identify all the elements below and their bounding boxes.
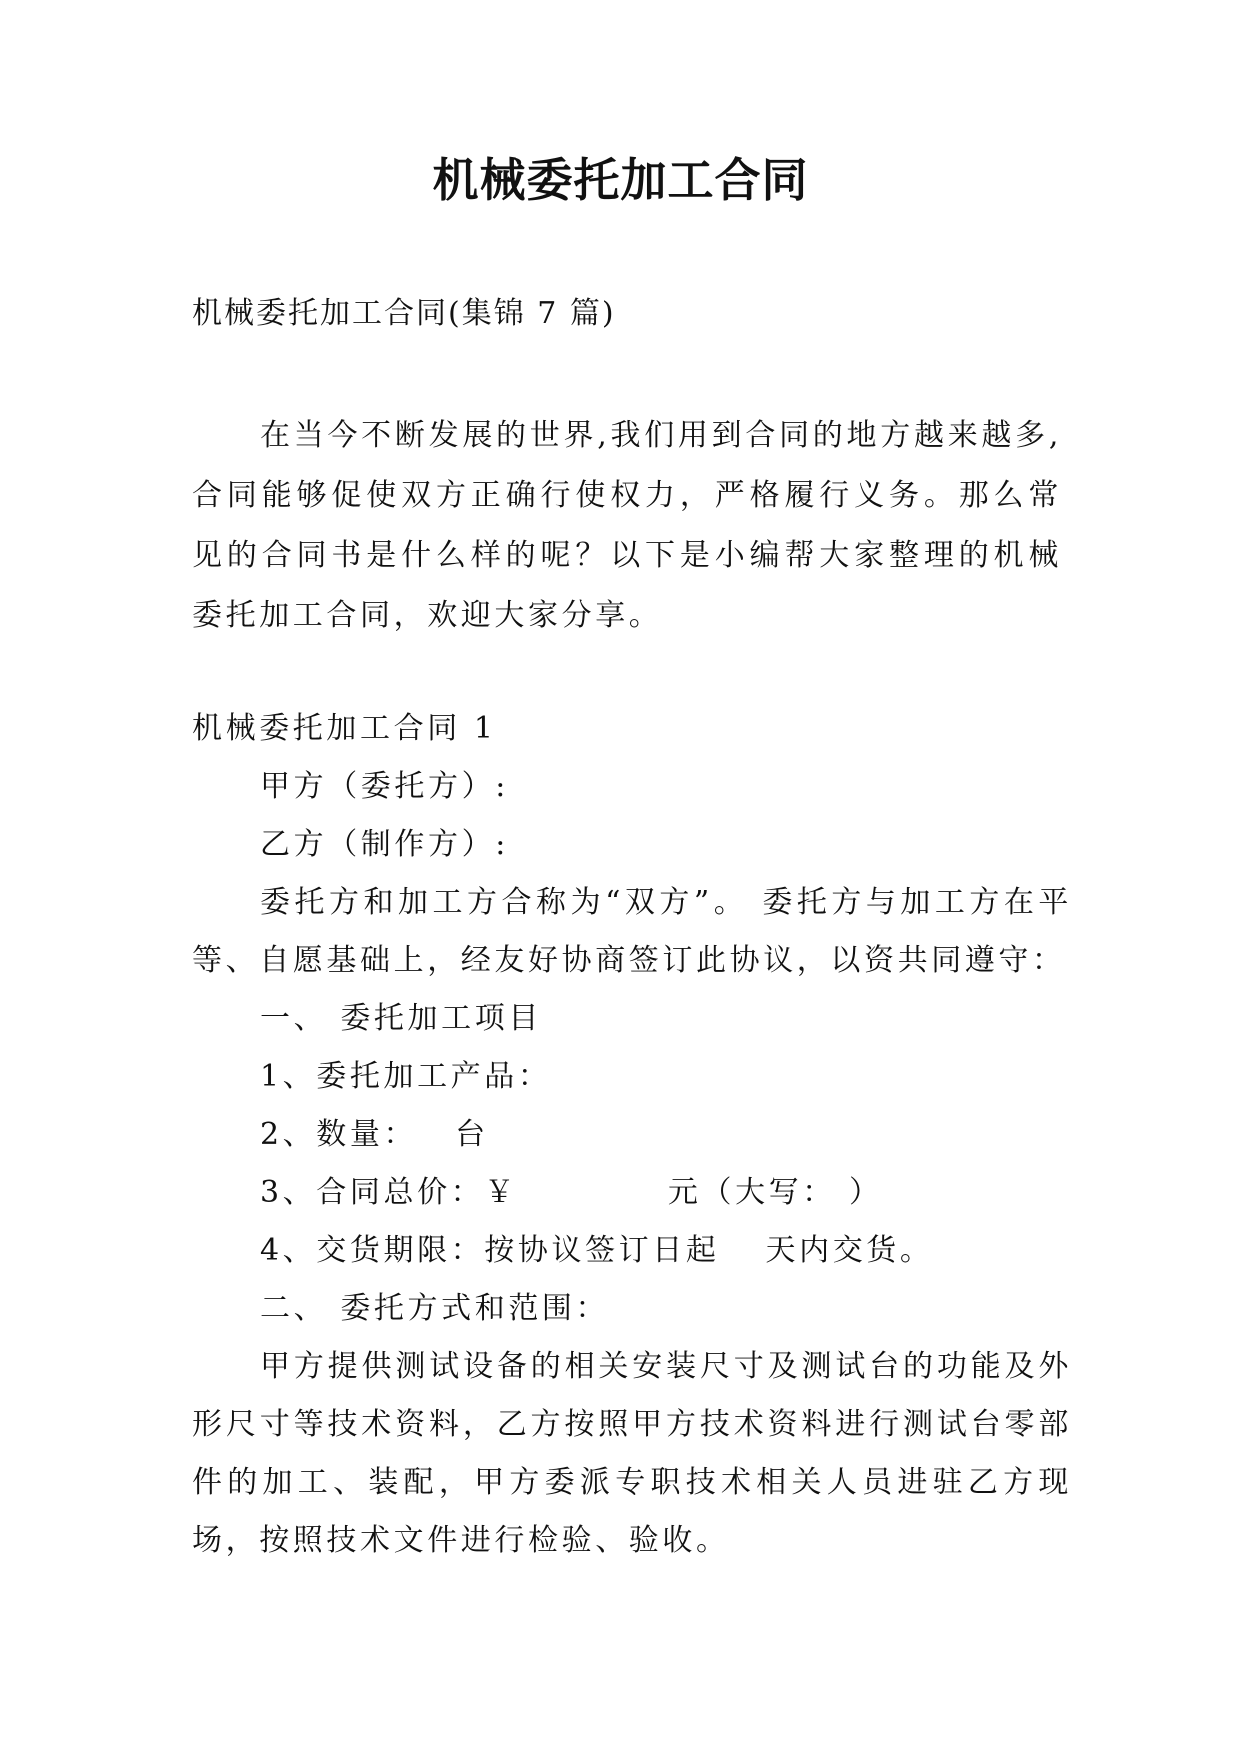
item-1-line: 1、委托加工产品： bbox=[260, 1059, 552, 1094]
item-2-unit: 台 bbox=[455, 1117, 489, 1152]
item-4-label: 4、交货期限：按协议签订日起 bbox=[260, 1233, 720, 1268]
item-4-tail: 天内交货。 bbox=[765, 1233, 934, 1268]
contract-body bbox=[192, 700, 1072, 1570]
section-heading: 机械委托加工合同 1 bbox=[192, 711, 497, 746]
party-b-line: 乙方（制作方）: bbox=[260, 827, 509, 862]
clause-1-heading: 一、 委托加工项目 bbox=[260, 1001, 542, 1036]
clause-2-paragraph: 甲方提供测试设备的相关安装尺寸及测试台的功能及外形尺寸等技术资料，乙方按照甲方技术资料进行测试台零部件的加工、装配，甲方委派专职技术相关人员进驻乙方现场，按照技术文件进行检验、验收。 bbox=[192, 1349, 1072, 1558]
item-2-line bbox=[192, 1106, 1072, 1164]
item-3-unit: 元（大写： ） bbox=[667, 1175, 883, 1210]
clause-2-heading: 二、 委托方式和范围： bbox=[260, 1291, 610, 1326]
party-a-line: 甲方（委托方）: bbox=[260, 769, 509, 804]
document-title: 机械委托加工合同 bbox=[432, 153, 809, 207]
item-3-line bbox=[192, 1164, 1072, 1222]
intro-paragraph: 在当今不断发展的世界,我们用到合同的地方越来越多,合同能够促使双方正确行使权力，严格履行义务。那么常见的合同书是什么样的呢？以下是小编帮大家整理的机械委托加工合同，欢迎大家分享。 bbox=[192, 418, 1062, 633]
item-4-line bbox=[192, 1222, 1072, 1280]
document-subtitle: 机械委托加工合同(集锦 7 篇) bbox=[192, 296, 616, 331]
item-2-label: 2、数量： bbox=[260, 1117, 418, 1152]
preamble-paragraph: 委托方和加工方合称为“双方”。 委托方与加工方在平等、自愿基础上，经友好协商签订此协议，以资共同遵守： bbox=[192, 885, 1072, 978]
item-3-label: 3、合同总价：￥ bbox=[260, 1175, 518, 1210]
